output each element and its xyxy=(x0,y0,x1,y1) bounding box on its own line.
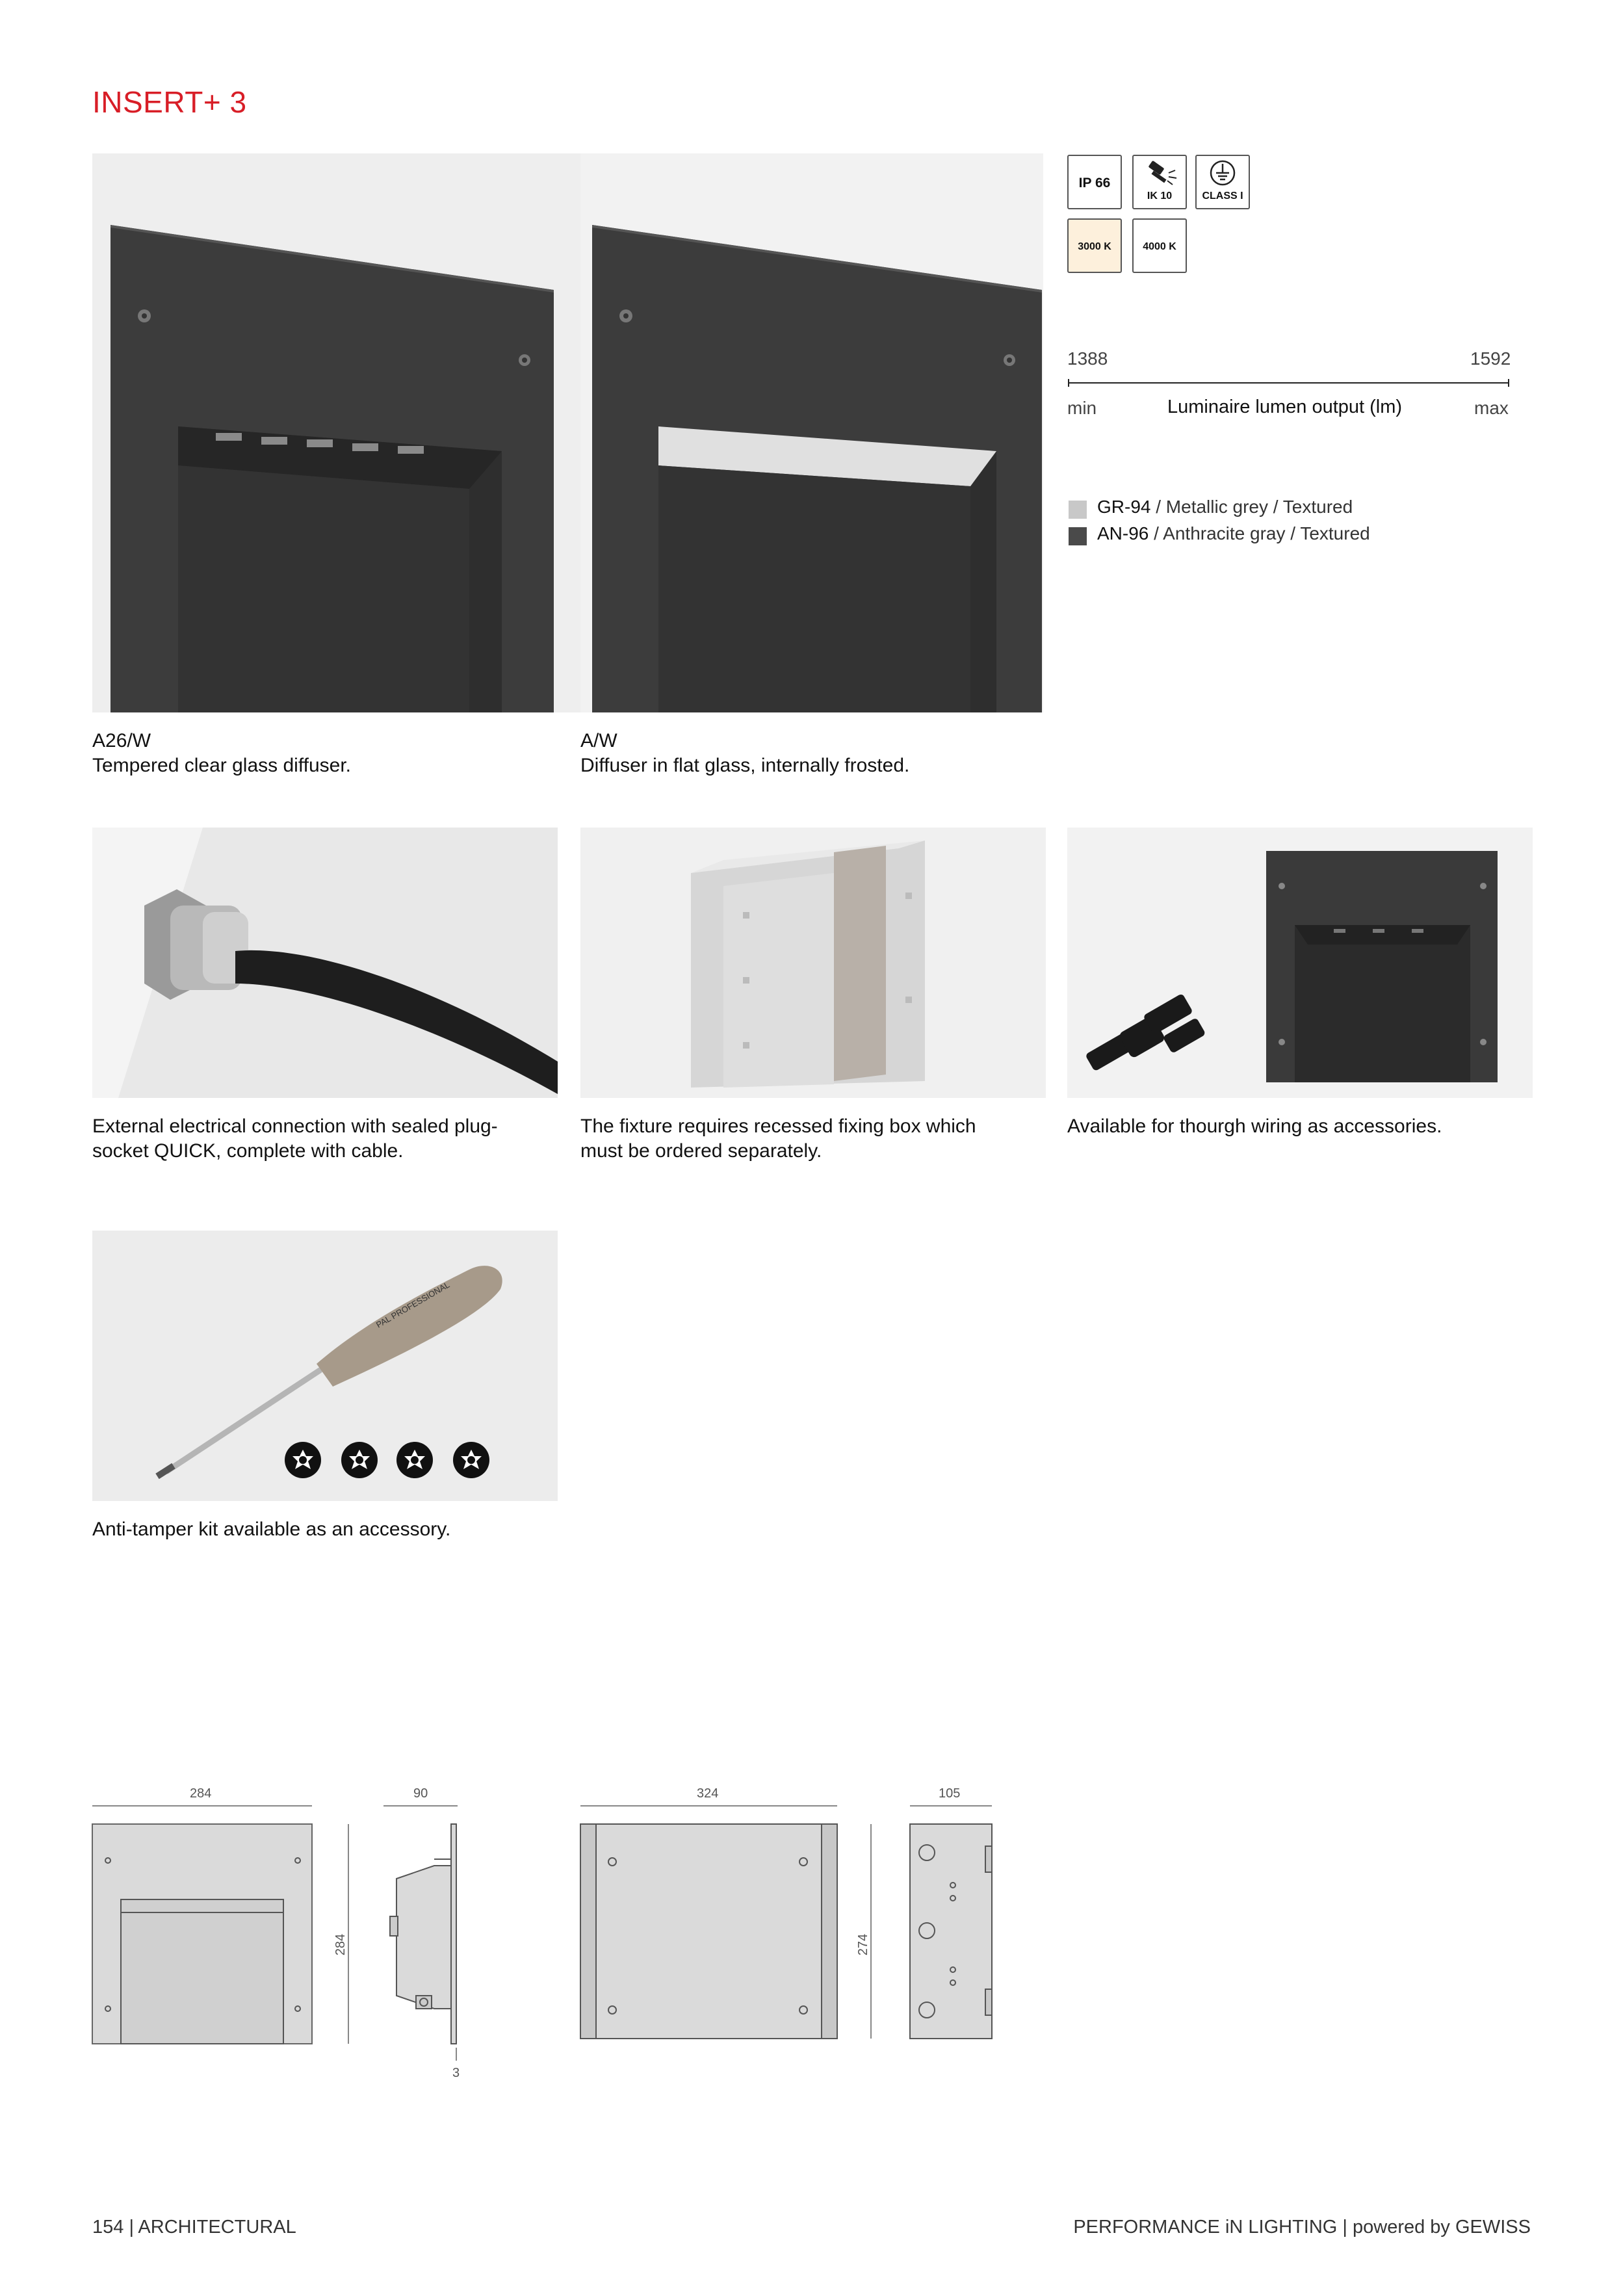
screwdriver-brand-label: PAL PROFESSIONAL xyxy=(374,1279,452,1330)
feature-photo-connector xyxy=(1067,828,1533,1098)
impact-hammer-icon xyxy=(1140,159,1179,187)
feature-caption-cable: External electrical connection with sealed plug- socket QUICK, complete with cable. xyxy=(92,1115,498,1162)
dim-front-width: 284 xyxy=(190,1786,212,1801)
product-caption-a26w xyxy=(92,729,351,778)
torx-bit-icon xyxy=(396,1442,433,1478)
feature-photo-screwdriver xyxy=(92,1231,558,1501)
cct-3000k-badge: 3000 K xyxy=(1067,218,1122,273)
finish-an96: AN-96 / Anthracite gray / Textured xyxy=(1097,523,1370,543)
torx-bit-icon xyxy=(453,1442,489,1478)
product-photo-aw-drawing xyxy=(580,153,1043,712)
front-view-drawing xyxy=(92,1806,348,2044)
lumen-min-label: min xyxy=(1067,398,1097,418)
product-code: A26/W xyxy=(92,730,151,751)
lumen-max-label: max xyxy=(1474,398,1509,418)
finish-swatch-gr94 xyxy=(1069,501,1087,519)
feature-caption-anti-tamper: Anti-tamper kit available as an accessory. xyxy=(92,1519,451,1540)
dim-side-flange: 3 xyxy=(452,2066,460,2080)
dim-box-height: 274 xyxy=(856,1933,871,1956)
fixing-box-drawing xyxy=(580,828,1046,1098)
ik-rating-badge: IK 10 xyxy=(1132,155,1187,209)
box-side-view-drawing xyxy=(910,1806,992,2039)
feature-caption-box: The fixture requires recessed fixing box which must be ordered separately. xyxy=(580,1115,976,1162)
dim-box-width: 324 xyxy=(697,1786,719,1801)
product-code: A/W xyxy=(580,730,617,751)
torx-bit-icon xyxy=(285,1442,321,1478)
product-description: Tempered clear glass diffuser. xyxy=(92,755,351,776)
finish-swatch-an96 xyxy=(1069,527,1087,545)
dimension-drawings xyxy=(0,1781,1040,2093)
connector-drawing xyxy=(1067,828,1533,1098)
page-title: INSERT+ 3 xyxy=(92,85,247,119)
lumen-scale-end-tick xyxy=(1508,379,1509,387)
dim-box-depth: 105 xyxy=(939,1786,961,1801)
dim-side-depth: 90 xyxy=(413,1786,428,1801)
lumen-scale-label: Luminaire lumen output (lm) xyxy=(1167,397,1403,417)
product-description: Diffuser in flat glass, internally frosted. xyxy=(580,755,910,776)
feature-caption-connector: Available for thourgh wiring as accessories. xyxy=(1067,1115,1442,1137)
class-rating-badge: CLASS I xyxy=(1195,155,1250,209)
cable-gland-drawing xyxy=(92,828,558,1098)
ip-rating-badge: IP 66 xyxy=(1067,155,1122,209)
feature-photo-cable xyxy=(92,828,558,1098)
cct-4000k-badge: 4000 K xyxy=(1132,218,1187,273)
product-photo-a26w-drawing xyxy=(92,153,617,712)
dim-front-height: 284 xyxy=(333,1933,348,1956)
side-view-drawing xyxy=(383,1806,458,2061)
lumen-min-value: 1388 xyxy=(1067,348,1108,369)
feature-photo-box xyxy=(580,828,1046,1098)
product-photo-aw xyxy=(580,153,1043,712)
box-front-view-drawing xyxy=(580,1806,871,2039)
torx-bit-icon xyxy=(341,1442,378,1478)
finish-gr94: GR-94 / Metallic grey / Textured xyxy=(1097,497,1353,517)
footer-brand-tagline: PERFORMANCE iN LIGHTING | powered by GEWISS xyxy=(1073,2217,1531,2237)
product-photo-a26w xyxy=(92,153,617,712)
lumen-scale-start-tick xyxy=(1068,379,1069,387)
earth-ground-icon xyxy=(1208,159,1237,187)
lumen-max-value: 1592 xyxy=(1470,348,1511,369)
product-caption-aw xyxy=(580,729,909,778)
lumen-scale-line xyxy=(1069,382,1509,384)
footer-page-section: 154 | ARCHITECTURAL xyxy=(92,2217,296,2237)
